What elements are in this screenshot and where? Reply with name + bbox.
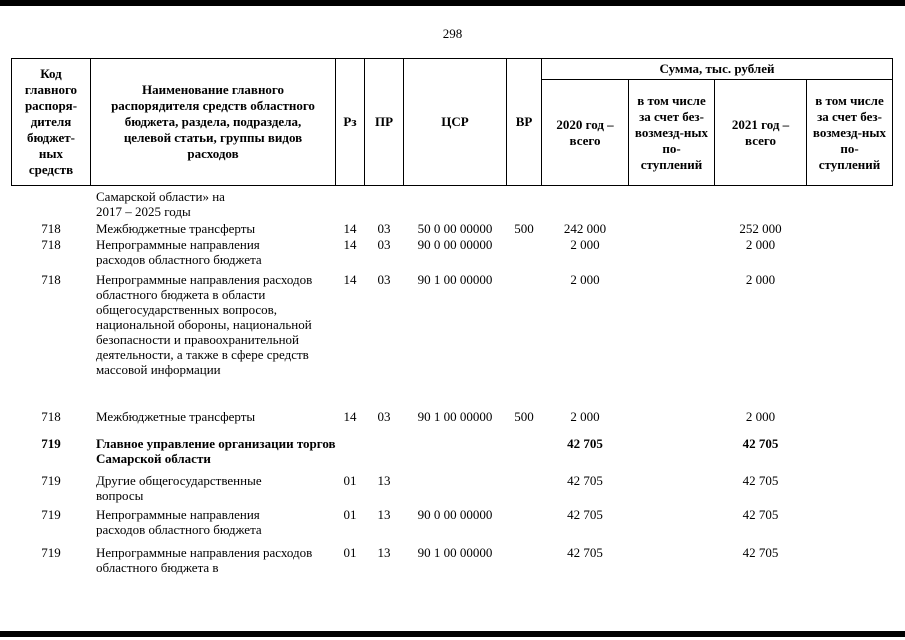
row-1-2020: 242 000 xyxy=(563,221,607,236)
row-8-2020: 42 705 xyxy=(567,545,603,560)
row-3-pr: 03 xyxy=(377,272,391,287)
row-8-pr: 13 xyxy=(377,545,391,560)
row-4-pr: 03 xyxy=(377,409,391,424)
row-3-rz: 14 xyxy=(343,272,357,287)
row-8-2021: 42 705 xyxy=(742,545,779,560)
row-8-name: Непрограммные направления расходов областного бюджета в xyxy=(96,545,313,575)
header-code xyxy=(11,58,91,186)
header-name-text: Наименование главного распорядителя средств областного бюджета, раздела, подраздела, целевой статьи, группы видов расходов xyxy=(111,82,315,161)
page-number: 298 xyxy=(442,26,463,41)
row-1-rz: 14 xyxy=(343,221,357,236)
row-1-2021: 252 000 xyxy=(739,221,782,236)
row-7-name: Непрограммные направления расходов областного бюджета xyxy=(96,507,262,537)
row-6-pr: 13 xyxy=(377,473,391,488)
row-2-csr: 90 0 00 00000 xyxy=(417,237,493,252)
row-5-2021: 42 705 xyxy=(742,436,779,451)
row-3-2021: 2 000 xyxy=(745,272,776,287)
row-7-rz: 01 xyxy=(343,507,357,522)
row-6-2021: 42 705 xyxy=(742,473,779,488)
row-4-2020: 2 000 xyxy=(570,409,600,424)
row-7-code: 719 xyxy=(41,507,61,522)
header-sum xyxy=(541,58,893,80)
row-6-2020: 42 705 xyxy=(567,473,603,488)
header-incl-2020-text: в том числе за счет без-возмезд-ных по-ступлений xyxy=(634,92,709,172)
row-4-2021: 2 000 xyxy=(745,409,776,424)
row-8-rz: 01 xyxy=(343,545,357,560)
row-6-rz: 01 xyxy=(343,473,357,488)
row-1-csr: 50 0 00 00000 xyxy=(417,221,493,236)
row-4-vr: 500 xyxy=(514,409,534,424)
header-incl-2021-text: в том числе за счет без-возмезд-ных по-ступлений xyxy=(812,92,887,172)
row-3-csr: 90 1 00 00000 xyxy=(417,272,493,287)
header-2020-text: 2020 год – всего xyxy=(556,116,614,148)
row-4-name: Межбюджетные трансферты xyxy=(96,409,256,424)
header-incl-2021 xyxy=(806,79,893,186)
row-1-code: 718 xyxy=(41,221,61,236)
header-vr-text: ВР xyxy=(515,114,533,129)
row-2-2020: 2 000 xyxy=(570,237,600,252)
top-border xyxy=(0,0,905,6)
header-rz-text: Рз xyxy=(343,114,357,129)
row-7-2020: 42 705 xyxy=(567,507,603,522)
header-rz xyxy=(335,58,365,186)
row-8-code: 719 xyxy=(41,545,61,560)
row-5-name: Главное управление организации торгов Самарской области xyxy=(96,436,336,466)
row-1-vr: 500 xyxy=(514,221,534,236)
row-2-pr: 03 xyxy=(377,237,391,252)
header-name xyxy=(90,58,336,186)
row-0-name: Самарской области» на 2017 – 2025 годы xyxy=(96,189,225,219)
row-2-2021: 2 000 xyxy=(745,237,776,252)
row-6-name: Другие общегосударственные вопросы xyxy=(96,473,262,503)
header-code-text: Код главного распоря-дителя бюджет-ных средств xyxy=(24,66,78,177)
row-4-code: 718 xyxy=(41,409,61,424)
header-sum-text: Сумма, тыс. рублей xyxy=(659,61,775,76)
row-4-csr: 90 1 00 00000 xyxy=(417,409,493,424)
row-8-csr: 90 1 00 00000 xyxy=(417,545,493,560)
header-2021-text: 2021 год – всего xyxy=(731,116,790,148)
header-pr-text: ПР xyxy=(374,114,394,129)
row-2-code: 718 xyxy=(41,237,61,252)
row-3-2020: 2 000 xyxy=(570,272,600,287)
header-vr xyxy=(506,58,542,186)
row-5-code: 719 xyxy=(41,436,61,451)
bottom-border xyxy=(0,631,905,637)
header-incl-2020 xyxy=(628,79,715,186)
row-7-csr: 90 0 00 00000 xyxy=(417,507,493,522)
row-1-pr: 03 xyxy=(377,221,391,236)
row-4-rz: 14 xyxy=(343,409,357,424)
row-7-2021: 42 705 xyxy=(742,507,779,522)
row-7-pr: 13 xyxy=(377,507,391,522)
row-2-name: Непрограммные направления расходов областного бюджета xyxy=(96,237,262,267)
row-1-name: Межбюджетные трансферты xyxy=(96,221,256,236)
header-2021 xyxy=(714,79,807,186)
header-csr xyxy=(403,58,507,186)
header-csr-text: ЦСР xyxy=(441,114,469,129)
header-2020 xyxy=(541,79,629,186)
header-pr xyxy=(364,58,404,186)
row-5-2020: 42 705 xyxy=(567,436,603,451)
row-3-code: 718 xyxy=(41,272,61,287)
row-2-rz: 14 xyxy=(343,237,357,252)
row-6-code: 719 xyxy=(41,473,61,488)
row-3-name: Непрограммные направления расходов областного бюджета в области общегосударственных вопросов, национальной обороны, национальной безопасности и правоохранительной деятельности, а также в сфере средств массовой информации xyxy=(96,272,313,377)
